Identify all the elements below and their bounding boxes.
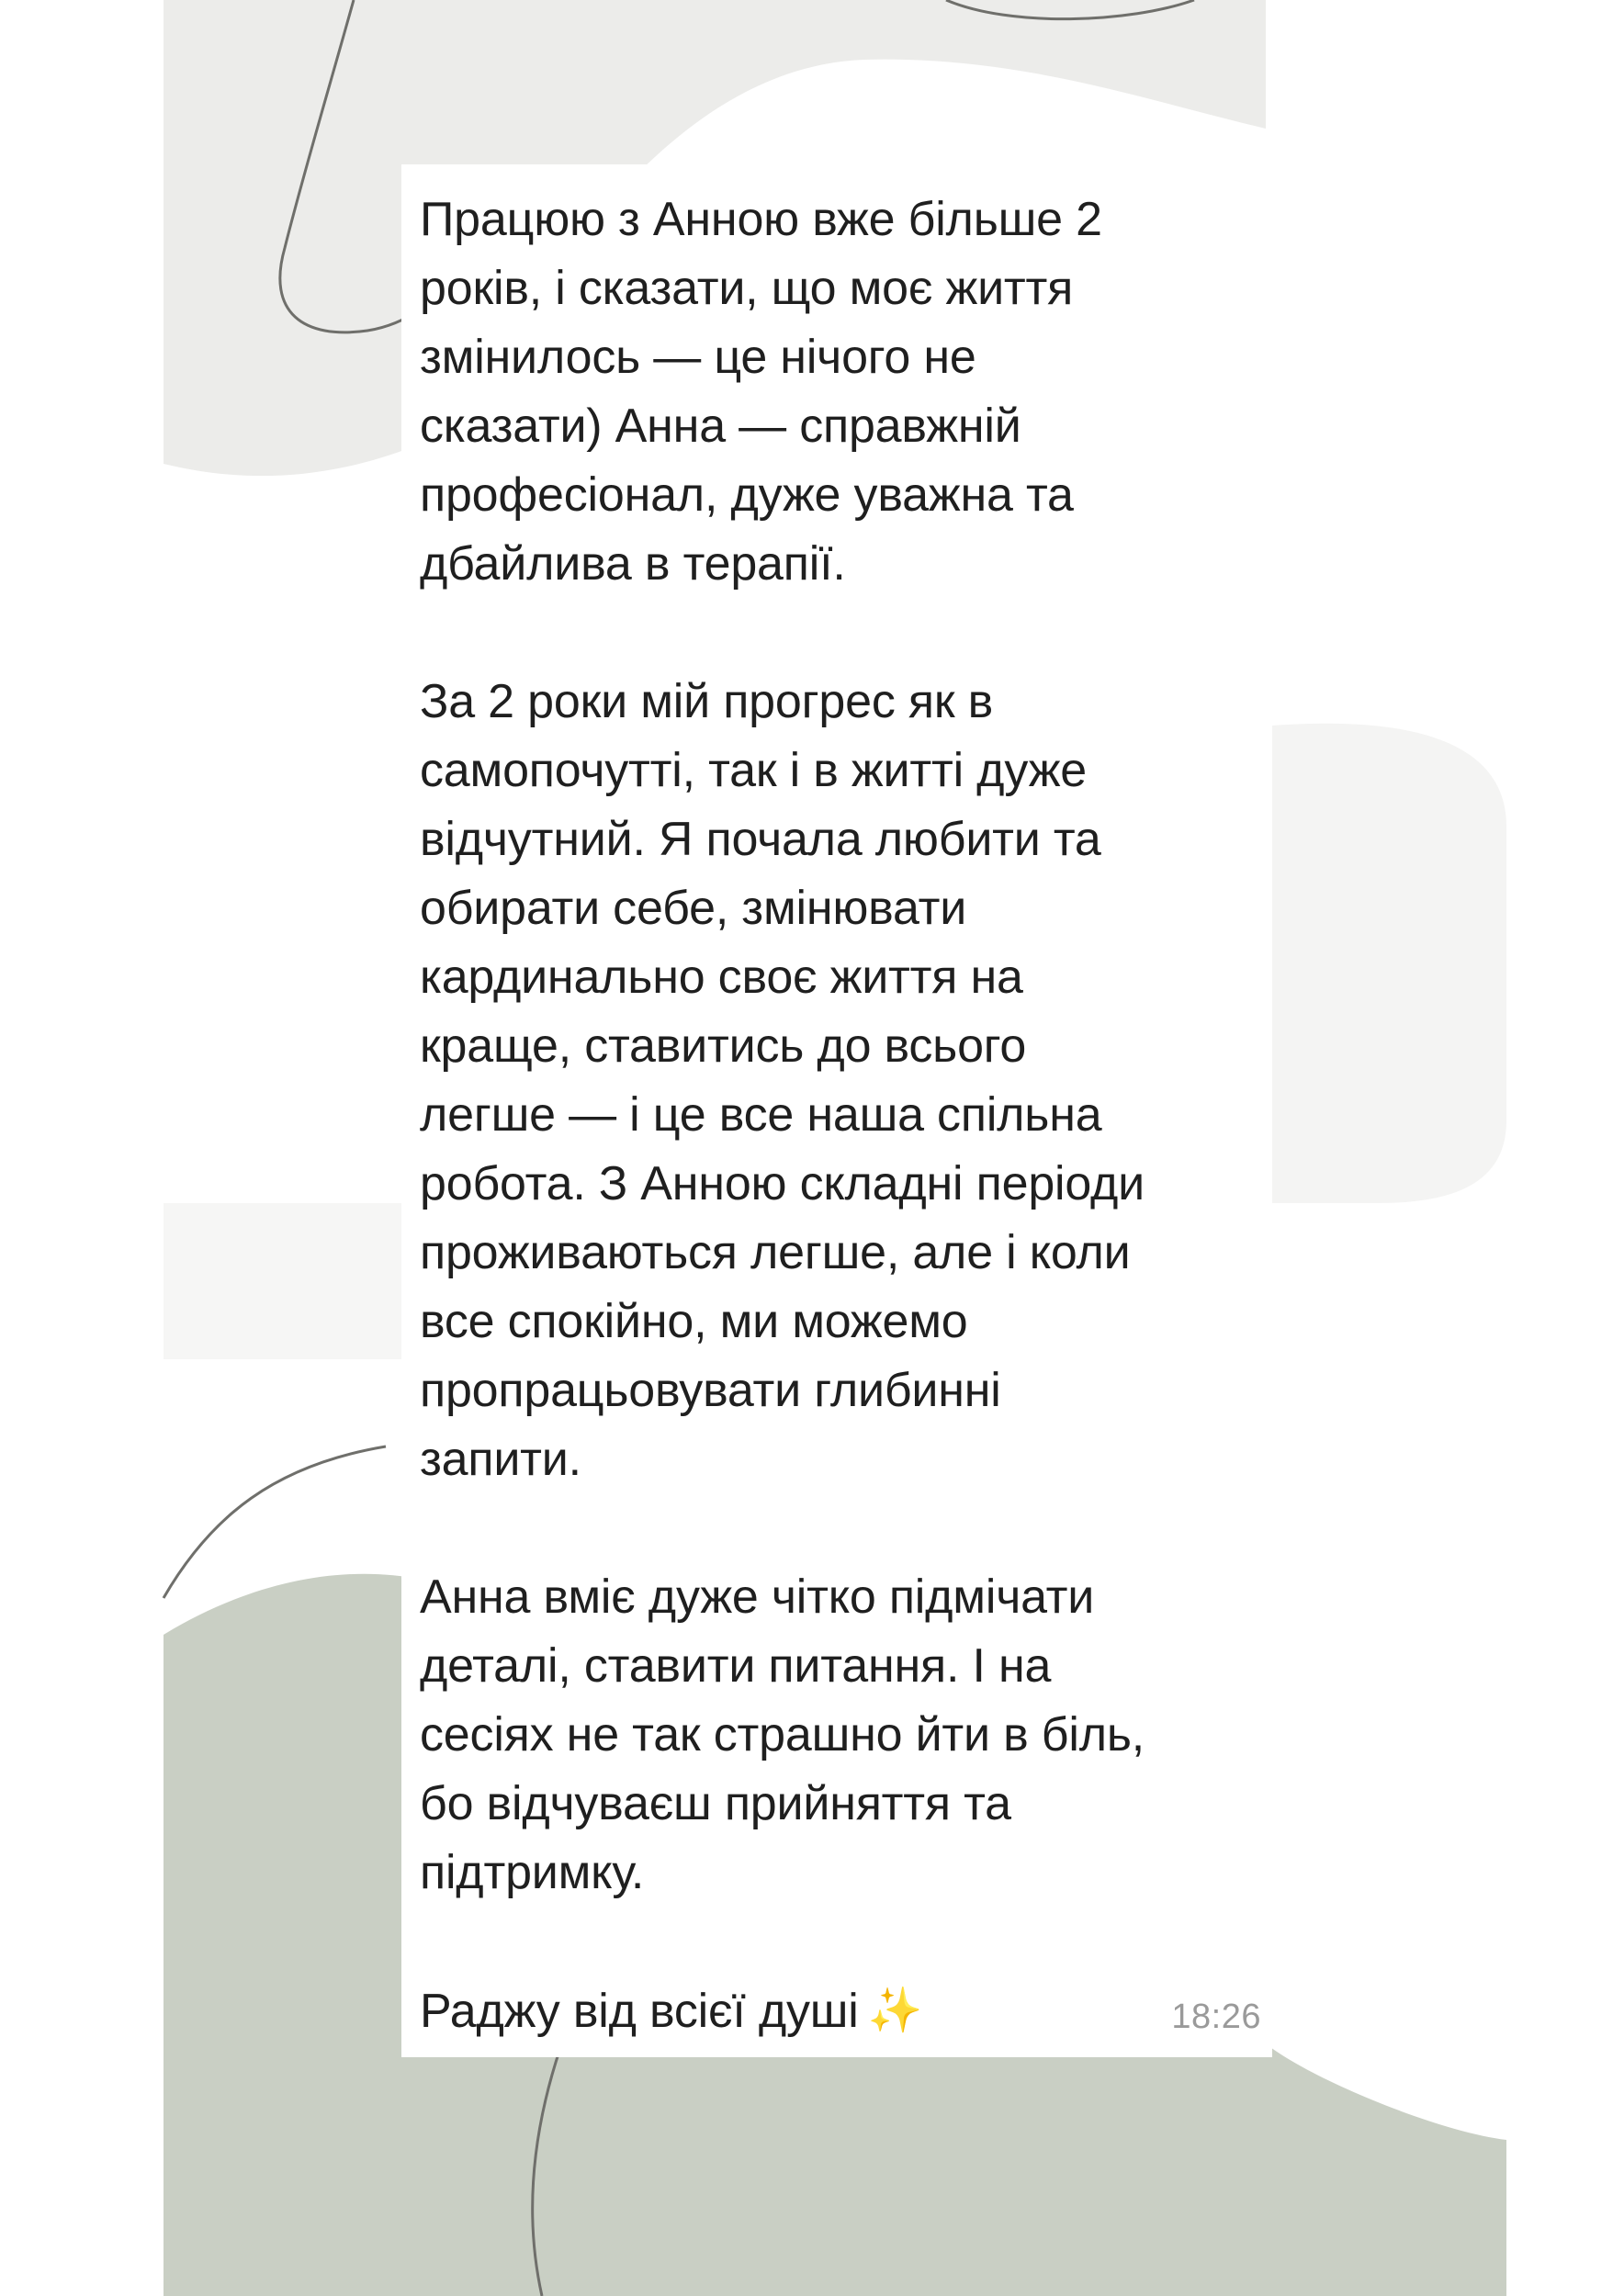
chat-message-bubble <box>401 164 1272 2057</box>
left-faint-strip <box>164 1203 402 1359</box>
message-closing-line <box>420 1976 1245 2046</box>
message-text <box>420 186 1245 2046</box>
message-paragraph-2: За 2 роки мій прогрес як в самопочутті, так і в житті дуже відчутний. Я почала любити та обирати себе, змінювати кардинально своє життя на краще, ставитись до всього легше — і це все наша спільна робота. З Анною складні періоди проживаються легше, але і коли все спокійно, ми можемо пропрацьовувати глибинні запити. <box>420 675 1145 1486</box>
right-faint-shape <box>1272 724 1506 1203</box>
sparkles-icon: ✨ <box>867 1986 923 2035</box>
message-paragraph-3: Анна вміє дуже чітко підмічати деталі, ставити питання. І на сесіях не так страшно йти в біль, бо відчуваєш прийняття та підтримку. <box>420 1570 1145 1899</box>
message-timestamp: 18:26 <box>1171 1998 1261 2036</box>
message-paragraph-1: Працюю з Анною вже більше 2 років, і сказати, що моє життя змінилось — це нічого не сказати) Анна — справжній професіонал, дуже уважна та дбайлива в терапії. <box>420 193 1102 591</box>
message-closing-text: Раджу від всієї душі <box>420 1985 859 2038</box>
